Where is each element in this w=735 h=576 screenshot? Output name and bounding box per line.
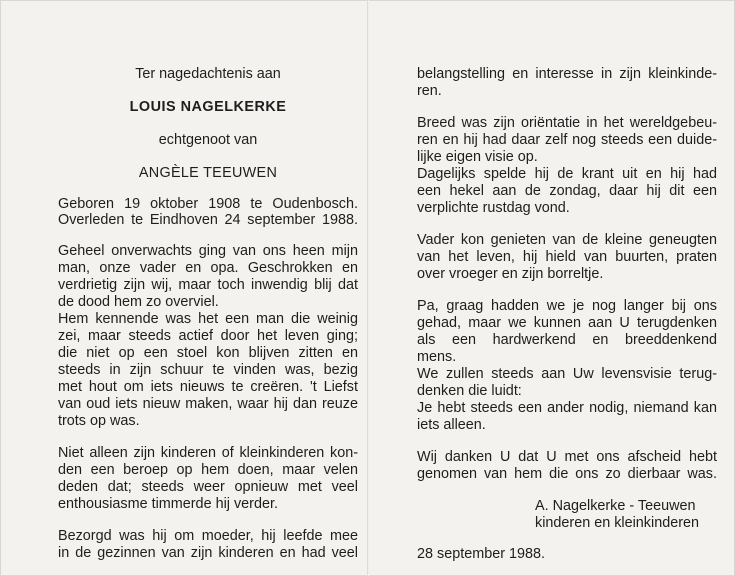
paragraph-line: mens. bbox=[417, 349, 457, 365]
paragraph-line: als een hardwerkend en breeddenkend bbox=[417, 332, 717, 348]
paragraph-line: deden dat; steeds weer opnieuw met veel bbox=[58, 479, 358, 495]
paragraph-line: Niet alleen zijn kinderen of kleinkinderen kon- bbox=[58, 445, 358, 461]
paragraph-line: Vader kon genieten van de kleine geneugten bbox=[417, 232, 717, 248]
paragraph-line: een hekel aan de zondag, daar hij dit een bbox=[417, 183, 717, 199]
relation-text: echtgenoot van bbox=[158, 132, 258, 148]
spouse-name: ANGÈLE TEEUWEN bbox=[138, 165, 278, 181]
paragraph-line: man, onze vader en opa. Geschrokken en bbox=[58, 260, 358, 276]
paragraph-line: Wij danken U dat U met ons afscheid hebt bbox=[417, 449, 717, 465]
date-line: 28 september 1988. bbox=[417, 546, 546, 562]
paragraph-line: steeds in zijn schuur te vinden was, bezig bbox=[58, 362, 358, 378]
paragraph-line: Je hebt steeds een ander nodig, niemand kan bbox=[417, 400, 717, 416]
deceased-name: LOUIS NAGELKERKE bbox=[129, 99, 287, 115]
paragraph-line: den een beroep op hem doen, maar velen bbox=[58, 462, 358, 478]
paragraph-line: genomen van hem die ons zo dierbaar was. bbox=[417, 466, 717, 482]
paragraph-line: Geheel onverwachts ging van ons heen mijn bbox=[58, 243, 358, 259]
paragraph-line: van het leven, hij hield van buurten, praten bbox=[417, 249, 717, 265]
paragraph-line: belangstelling en interesse in zijn kleinkinde- bbox=[417, 66, 717, 82]
paragraph-line: over vroeger en zijn borreltje. bbox=[417, 266, 604, 282]
paragraph-line: verdrietig zijn wij, maar toch inwendig blij dat bbox=[58, 277, 358, 293]
paragraph-line: ren en hij had daar zelf nog steeds een duide- bbox=[417, 132, 717, 148]
paragraph-line: lijke eigen visie op. bbox=[417, 149, 538, 165]
card-fold bbox=[367, 0, 369, 576]
right-panel bbox=[417, 0, 717, 576]
intro-text: Ter nagedachtenis aan bbox=[135, 66, 281, 82]
paragraph-line: van oud iets nieuw maken, waar hij dan reuze bbox=[58, 396, 358, 412]
paragraph-line: Hem kennende was het een man die weinig bbox=[58, 311, 358, 327]
paragraph-line: We zullen steeds aan Uw levensvisie terug- bbox=[417, 366, 717, 382]
paragraph-line: de dood hem zo overviel. bbox=[58, 294, 219, 310]
paragraph-line: ren. bbox=[417, 83, 442, 99]
paragraph-line: Breed was zijn oriëntatie in het wereldgebeu- bbox=[417, 115, 717, 131]
paragraph-line: met hout om iets nieuws te creëren. 't Liefst bbox=[58, 379, 358, 395]
paragraph-line: gehad, maar we kunnen aan U terugdenken bbox=[417, 315, 717, 331]
paragraph-line: verplichte rustdag vond. bbox=[417, 200, 570, 216]
signature-line: kinderen en kleinkinderen bbox=[535, 515, 700, 531]
paragraph-line: Dagelijks spelde hij de krant uit en hij had bbox=[417, 166, 717, 182]
birth-line: Geboren 19 oktober 1908 te Oudenbosch. bbox=[58, 196, 358, 212]
paragraph-line: Bezorgd was hij om moeder, hij leefde mee bbox=[58, 528, 358, 544]
death-line: Overleden te Eindhoven 24 september 1988. bbox=[58, 212, 358, 228]
paragraph-line: die niet op een stoel kon blijven zitten en bbox=[58, 345, 358, 361]
signature-line: A. Nagelkerke - Teeuwen bbox=[535, 498, 696, 514]
paragraph-line: in de gezinnen van zijn kinderen en had veel bbox=[58, 545, 358, 561]
left-panel bbox=[58, 0, 358, 576]
paragraph-line: enthousiasme timmerde hij verder. bbox=[58, 496, 278, 512]
paragraph-line: trots op was. bbox=[58, 413, 140, 429]
paragraph-line: denken die luidt: bbox=[417, 383, 522, 399]
paragraph-line: Pa, graag hadden we je nog langer bij ons bbox=[417, 298, 717, 314]
paragraph-line: iets alleen. bbox=[417, 417, 486, 433]
paragraph-line: zei, maar steeds actief door het leven ging; bbox=[58, 328, 358, 344]
